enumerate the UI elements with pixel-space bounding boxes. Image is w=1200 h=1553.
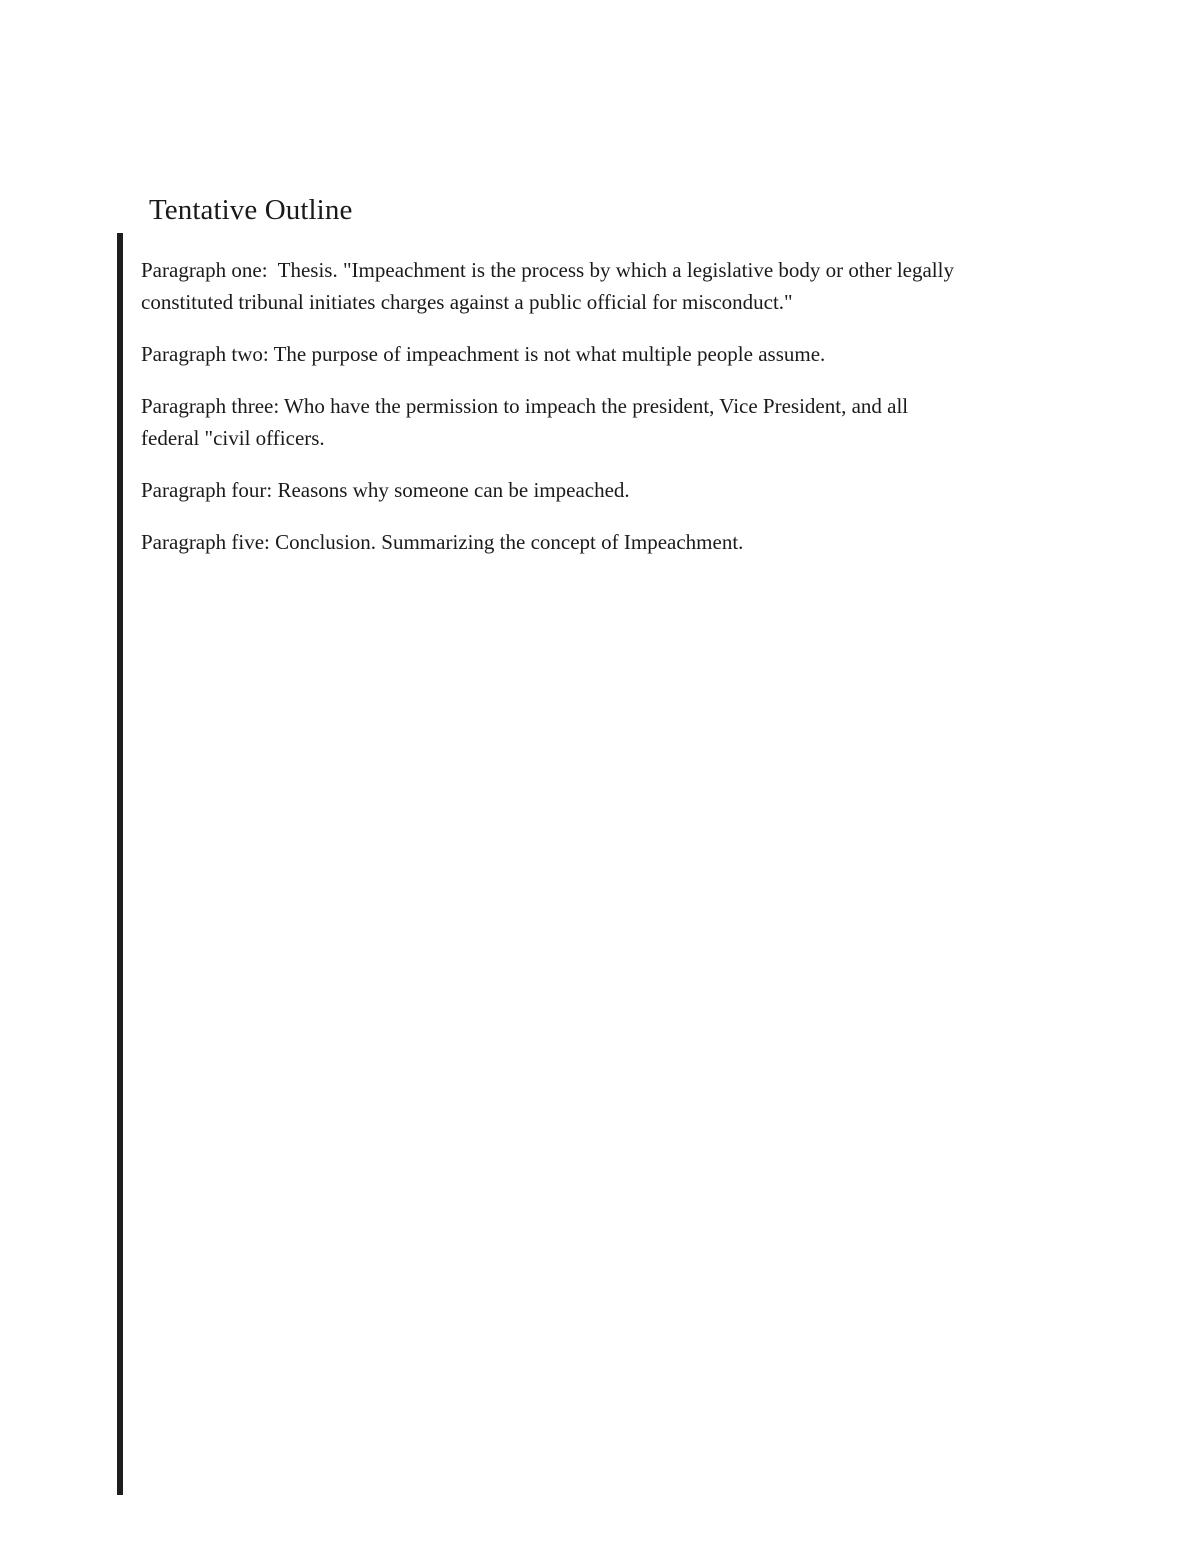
paragraph-three-line-2: federal "civil officers. [141,426,325,450]
document-title: Tentative Outline [149,194,353,226]
left-vertical-rule [117,233,123,1495]
paragraph-one [141,254,1071,318]
paragraph-three-line-1: Paragraph three: Who have the permission to impeach the president, Vice President, and all [141,394,909,418]
paragraph-one-line-2: constituted tribunal initiates charges against a public official for misconduct." [141,290,793,314]
paragraph-three [141,390,1071,454]
paragraph-five-line-1: Paragraph five: Conclusion. Summarizing the concept of Impeachment. [141,530,744,554]
paragraph-two-line-1: Paragraph two: The purpose of impeachment is not what multiple people assume. [141,342,826,366]
paragraph-two [141,338,1071,370]
paragraph-four [141,474,1071,506]
paragraph-one-line-1: Paragraph one: Thesis. "Impeachment is the process by which a legislative body or other legally [141,258,954,282]
paragraph-five [141,526,1071,558]
paragraph-four-line-1: Paragraph four: Reasons why someone can be impeached. [141,478,630,502]
outline-body [141,254,1071,578]
